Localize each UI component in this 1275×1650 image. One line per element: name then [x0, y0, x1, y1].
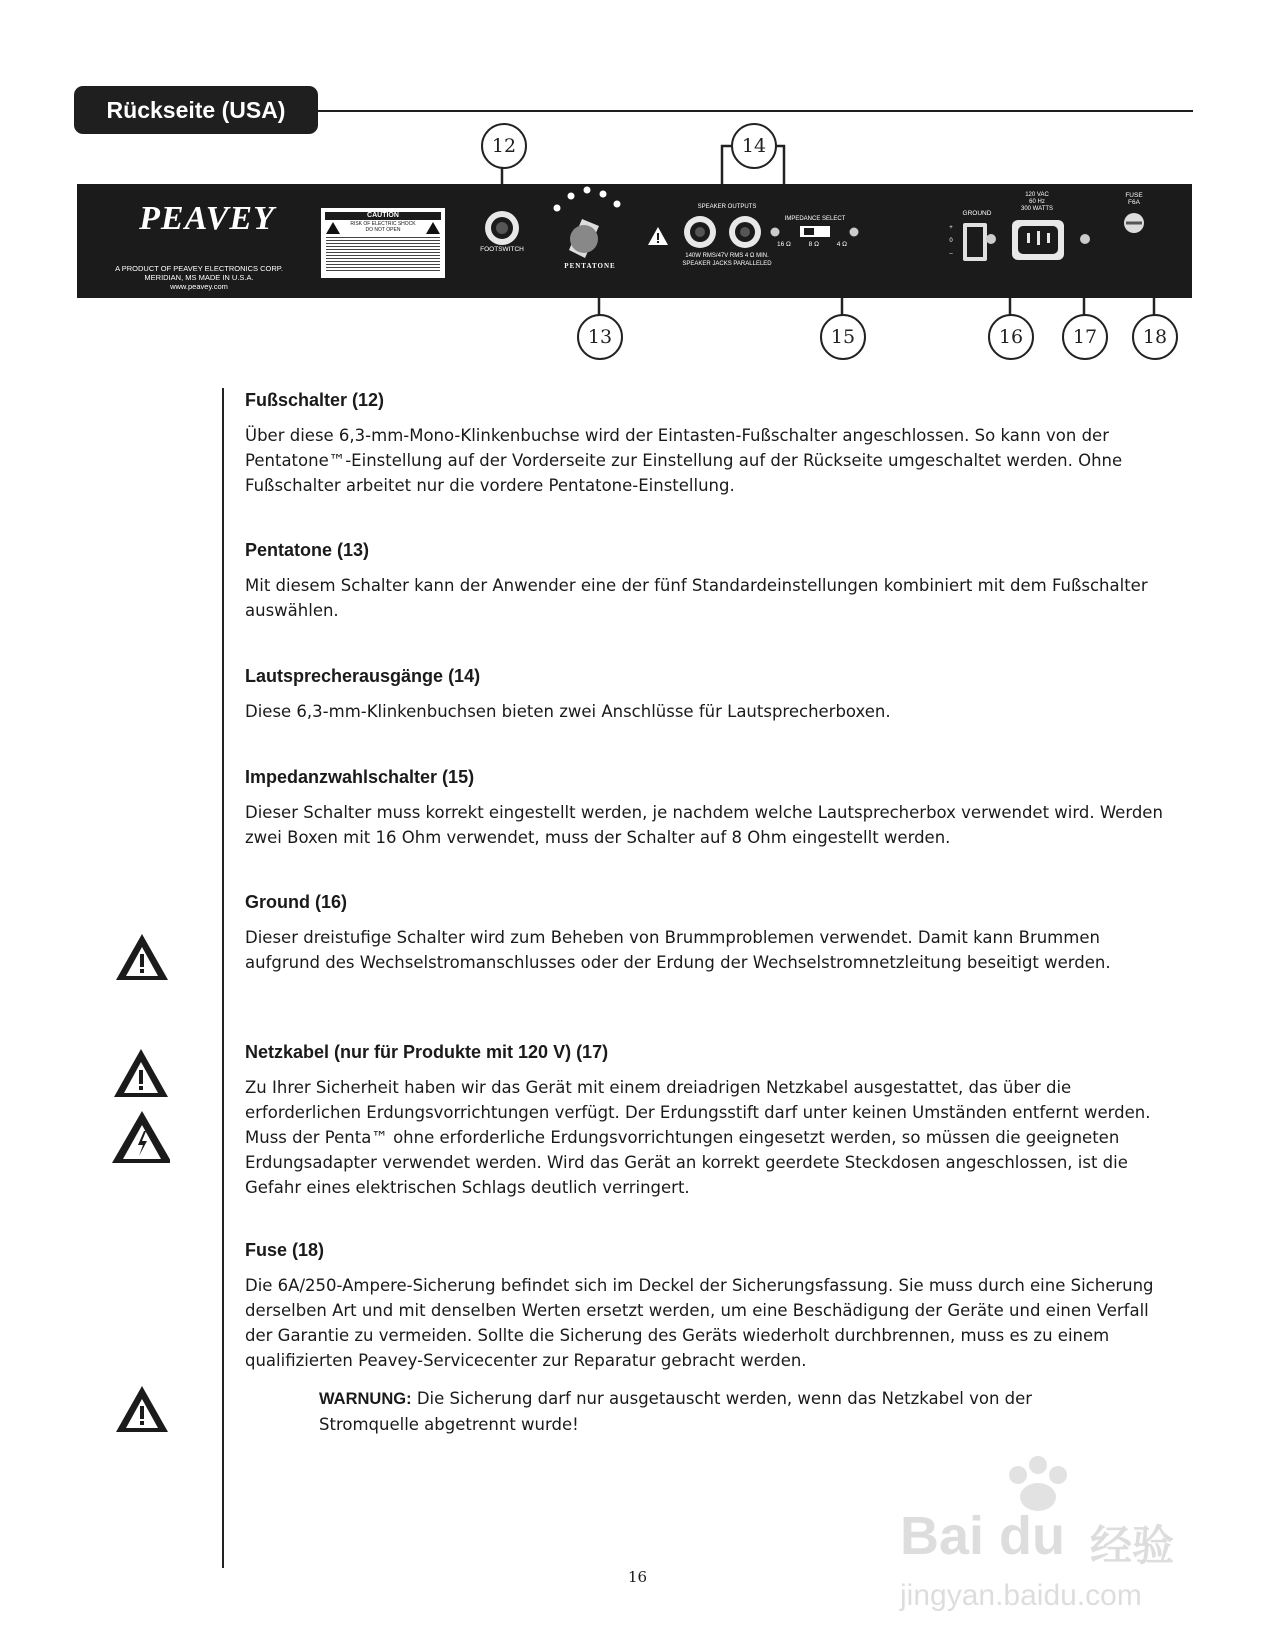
section-impedance	[245, 767, 1165, 850]
watermark-cn: 经验	[1090, 1521, 1175, 1570]
impedance-label: IMPEDANCE SELECT	[784, 216, 846, 222]
footswitch-label: FOOTSWITCH	[480, 246, 524, 253]
section-title: Rückseite (USA)	[74, 86, 318, 134]
fuse-holder	[1123, 212, 1145, 234]
footswitch-jack	[482, 208, 522, 248]
section-ground	[245, 892, 1165, 975]
callout-17: 17	[1062, 314, 1108, 360]
section-heading: Fuse (18)	[245, 1240, 325, 1260]
warning-icon	[114, 932, 174, 982]
brand-logo: PEAVEY	[139, 200, 275, 237]
brand-lines: A PRODUCT OF PEAVEY ELECTRONICS CORP. MERIDIAN, MS MADE IN U.S.A. www.peavey.com	[115, 264, 283, 291]
section-heading: Impedanzwahlschalter (15)	[245, 767, 475, 787]
panel-warning-icon	[647, 226, 669, 246]
section-body: Diese 6,3-mm-Klinkenbuchsen bieten zwei Anschlüsse für Lautsprecherboxen.	[245, 702, 891, 721]
warning-text: Die Sicherung darf nur ausgetauscht werden, wenn das Netzkabel von der Stromquelle abgetrennt wurde!	[319, 1389, 1033, 1434]
section-body: Dieser Schalter muss korrekt eingestellt werden, je nachdem welche Lautsprecherbox verwendet wird. Werden zwei Boxen mit 16 Ohm verwendet, muss der Schalter auf 8 Ohm eingestellt werden.	[245, 803, 1163, 847]
section-pentatone	[245, 540, 1165, 623]
caution-label	[321, 208, 445, 278]
caution-title: CAUTION	[325, 212, 441, 220]
pentatone-label: PENTATONE	[564, 262, 616, 270]
ground-marks: + 0 –	[949, 225, 953, 257]
section-fuse	[245, 1240, 1165, 1373]
left-margin-rule	[222, 388, 224, 1568]
speaker-output-jack-2	[727, 214, 763, 250]
section-body: Dieser dreistufige Schalter wird zum Beheben von Brummproblemen verwendet. Damit kann Brummen aufgrund des Wechselstromanschlusses oder der Erdung der Wechselstromnetzleitung beseitigt werden.	[245, 928, 1111, 972]
ground-label: GROUND	[962, 210, 992, 217]
section-speaker-outputs	[245, 666, 1165, 724]
callout-18: 18	[1132, 314, 1178, 360]
rear-panel	[77, 184, 1192, 298]
warning-label: WARNUNG:	[319, 1390, 412, 1408]
electric-shock-icon	[110, 1109, 170, 1165]
speaker-output-jack-1	[682, 214, 718, 250]
section-heading: Pentatone (13)	[245, 540, 370, 560]
speaker-outputs-label: SPEAKER OUTPUTS	[697, 204, 757, 210]
section-footswitch	[245, 390, 1165, 498]
section-body: Über diese 6,3-mm-Mono-Klinkenbuchse wird der Eintasten-Fußschalter angeschlossen. So kann von der Pentatone™-Einstellung auf der Vorderseite zur Einstellung auf der Rückseite umgeschaltet werden. Ohne Fußschalter arbeitet nur die vordere Pentatone-Einstellung.	[245, 426, 1123, 495]
shock-warning-icon	[325, 221, 341, 235]
callout-16: 16	[988, 314, 1034, 360]
callout-15: 15	[820, 314, 866, 360]
section-heading: Netzkabel (nur für Produkte mit 120 V) (17)	[245, 1042, 609, 1062]
power-inlet	[982, 218, 1092, 264]
fuse-label: FUSE F6A	[1125, 192, 1143, 206]
watermark	[900, 1455, 1200, 1625]
section-body: Zu Ihrer Sicherheit haben wir das Gerät mit einem dreiadrigen Netzkabel ausgestattet, das über die erforderlichen Erdungsvorrichtungen verfügt. Der Erdungsstift darf unter keinen Umständen entfernt werden. Muss der Penta™ ohne erforderliche Erdungsvorrichtungen eingesetzt werden, so müssen die geeigneten Erdungsadapter verwendet werden. Wird das Gerät an korrekt geerdete Steckdosen angeschlossen, ist die Gefahr eines elektrischen Schlags deutlich verringert.	[245, 1078, 1151, 1197]
section-heading: Lautsprecherausgänge (14)	[245, 666, 481, 686]
page-number: 16	[627, 1568, 648, 1586]
pentatone-knob	[547, 184, 637, 264]
watermark-url: jingyan.baidu.com	[900, 1579, 1142, 1612]
watermark-brand: Bai du	[900, 1506, 1066, 1566]
warning-icon	[112, 1047, 172, 1099]
caution-fine-print	[326, 235, 440, 273]
impedance-values: 16 Ω 8 Ω 4 Ω	[777, 241, 847, 248]
callout-12: 12	[481, 123, 527, 169]
speaker-rating: 140W RMS/47V RMS 4 Ω MIN. SPEAKER JACKS PARALLELED	[682, 253, 772, 267]
warning-icon	[114, 1384, 174, 1434]
fuse-warning	[319, 1386, 1119, 1437]
caution-sub: RISK OF ELECTRIC SHOCK DO NOT OPEN	[350, 221, 416, 233]
section-power-cord	[245, 1042, 1165, 1200]
callout-14: 14	[731, 123, 777, 169]
section-body: Mit diesem Schalter kann der Anwender eine der fünf Standardeinstellungen kombiniert mit dem Fußschalter auswählen.	[245, 576, 1148, 620]
section-body: Die 6A/250-Ampere-Sicherung befindet sich im Deckel der Sicherungsfassung. Sie muss durch eine Sicherung derselben Art und mit denselben Werten ersetzt werden, um eine Beschädigung der Geräte und einen Verfall der Garantie zu vermeiden. Sollte die Sicherung des Geräts wiederholt durchbrennen, muss es zu einem qualifizierten Peavey-Servicecenter zur Reparatur gebracht werden.	[245, 1276, 1154, 1370]
exclamation-warning-icon	[425, 221, 441, 235]
callout-13: 13	[577, 314, 623, 360]
section-heading: Ground (16)	[245, 892, 347, 912]
power-rating: 120 VAC 60 Hz 300 WATTS	[1020, 192, 1053, 212]
section-heading: Fußschalter (12)	[245, 390, 385, 410]
